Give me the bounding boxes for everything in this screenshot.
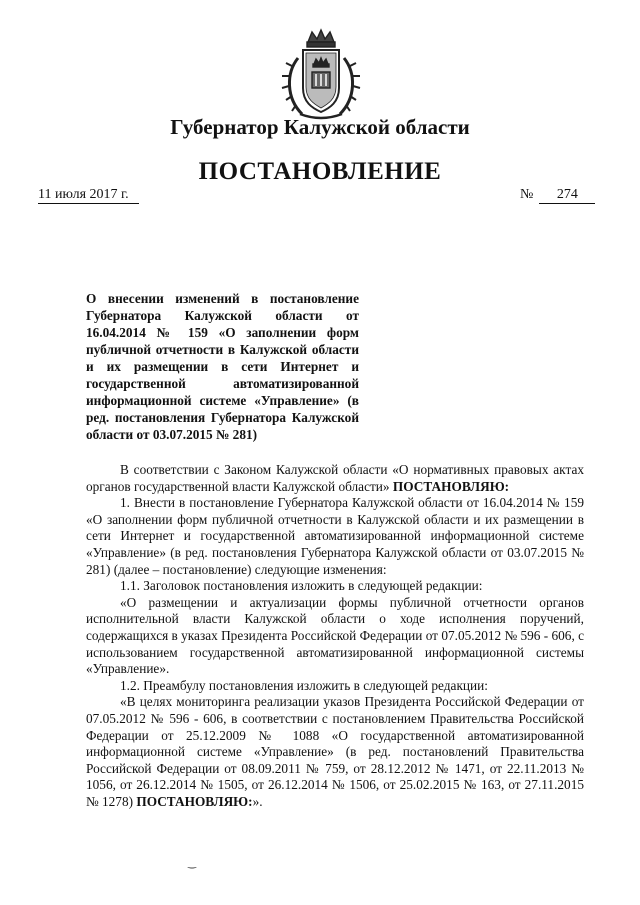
coat-of-arms-emblem — [276, 28, 366, 124]
paragraph-item-1: 1. Внести в постановление Губернатора Калужской области от 16.04.2014 № 159 «О заполнении форм публичной отчетности в Калужской области и их размещении в сети Интернет и государственной автоматизированной информационной системе «Управление» (в ред. постановления Губернатора Калужской области от 03.07.2015 № 281) (далее – постановление) следующие изменения: — [86, 495, 584, 577]
decree-keyword-2: ПОСТАНОВЛЯЮ: — [136, 793, 253, 809]
number-sign: № — [520, 187, 534, 202]
issuing-authority: Губернатор Калужской области — [170, 115, 470, 139]
document-date: 11 июля 2017 г. — [38, 187, 139, 204]
paragraph-item-1-1: 1.1. Заголовок постановления изложить в следующей редакции: — [120, 578, 483, 594]
preamble-text: В соответствии с Законом Калужской области «О нормативных правовых актах органов государственной власти Калужской области» — [86, 462, 584, 494]
paragraph-item-1-2: 1.2. Преамбулу постановления изложить в следующей редакции: — [120, 677, 488, 693]
scan-artifact: ‿ — [188, 858, 197, 869]
closing-quote: ». — [252, 793, 263, 809]
document-type-heading: ПОСТАНОВЛЕНИЕ — [198, 158, 442, 185]
decree-keyword: ПОСТАНОВЛЯЮ: — [392, 478, 510, 494]
number-value: 274 — [539, 187, 595, 204]
document-number — [520, 187, 595, 204]
document-title: О внесении изменений в постановление Губернатора Калужской области от 16.04.2014 № 159 «О заполнении форм публичной отчетности в Калужской области и их размещении в сети Интернет и государственной автоматизированной информационной системе «Управление» (в ред. постановления Губернатора Калужской области от 03.07.2015 № 281) — [86, 291, 359, 442]
paragraph-new-preamble — [86, 694, 584, 810]
document-body — [86, 462, 584, 810]
paragraph-preamble — [86, 462, 584, 495]
new-preamble-text: «В целях мониторинга реализации указов Президента Российской Федерации от 07.05.2012 № 596 - 606, в соответствии с постановлением Правительства Российской Федерации от 25.12.2009 № 1088 «О государственной автоматизированной информационной системе «Управление» (в ред. постановлений Правительства Российской Федерации от 08.09.2011 № 759, от 28.12.2012 № 1471, от 22.11.2013 № 1056, от 26.12.2014 № 1505, от 26.12.2014 № 1506, от 25.02.2015 № 163, от 27.11.2015 № 1278) — [86, 694, 584, 809]
paragraph-new-title: «О размещении и актуализации формы публичной отчетности органов исполнительной власти Калужской области о ходе исполнения поручений, содержащихся в указах Президента Российской Федерации от 07.05.2012 № 596 - 606, с использованием государственной автоматизированной информационной системы «Управление». — [86, 594, 585, 677]
